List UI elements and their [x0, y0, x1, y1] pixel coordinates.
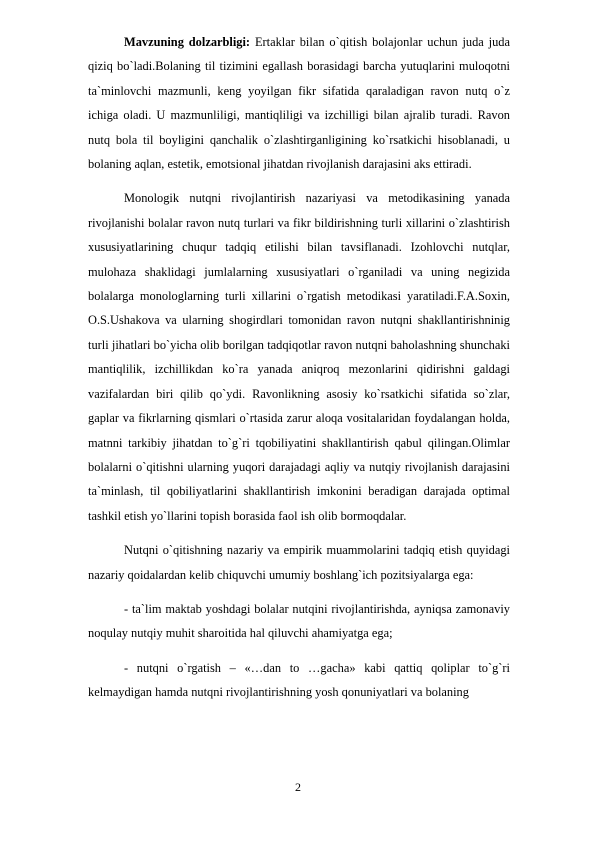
paragraph-lead-bold: Mavzuning dolzarbligi:	[124, 35, 251, 49]
document-page	[88, 30, 510, 715]
page-number: 2	[295, 780, 301, 794]
paragraph-text: Nutqni o`qitishning nazariy va empirik muammolarini tadqiq etish quyidagi nazariy qoidalardan kelib chiquvchi umumiy boshlang`ich pozitsiyalarga ega:	[88, 543, 510, 582]
paragraph-text: Monologik nutqni rivojlantirish nazariyasi va metodikasining yanada rivojlanishi bolalar ravon nutq turlari va fikr bildirishning turli xillarini o`zlashtirish xususiyatlarining chuqur tadqiq etilishi bilan tavsiflanadi. Izohlovchi nutqlar, mulohaza shaklidagi jumlalarning xususiyatlari o`rganiladi va uning negizida bolalarga monologlarning turli xillarini o`rgatish metodikasi yaratiladi.F.A.Soxin, O.S.Ushakova va ularning shogirdlari tomonidan ravon nutqni shakllantirishninig turli jihatlari bo`yicha olib borilgan tadqiqotlar ravon nutqni baholashning shunchaki mantiqlilik, izchillikdan ko`ra yanada aniqroq mezonlarini qidirishni galdagi vazifalardan biri qilib qo`ydi. Ravonlikning asosiy ko`rsatkichi sifatida so`zlar, gaplar va fikrlarning qismlari o`rtasida zarur aloqa vositalaridan foydalangan holda, matnni tarkibiy jihatdan to`g`ri tqobiliyatini shakllantirish qabul qilingan.Olimlar bolalarni o`qitishni ularning yuqori darajadagi aqliy va nutqiy rivojlanish darajasini ta`minlash, til qobiliyatlarini shakllantirish imkonini beradigan darajada optimal tashkil etish yo`llarini topish borasida faol ish olib bormoqdalar.	[88, 191, 510, 523]
paragraph-monologic-speech	[88, 186, 510, 528]
paragraph-list-item-2	[88, 656, 510, 705]
paragraph-text: - ta`lim maktab yoshdagi bolalar nutqini rivojlantirishda, ayniqsa zamonaviy noqulay nutqiy muhit sharoitida hal qiluvchi ahamiyatga ega;	[88, 601, 510, 641]
paragraph-text: - nutqni o`rgatish – «…dan to …gacha» kabi qattiq qoliplar to`g`ri kelmaydigan hamda nutqni rivojlantirishning yosh qonuniyatlari va bolaning	[88, 660, 510, 700]
paragraph-list-item-1	[88, 597, 510, 646]
paragraph-theoretical-positions	[88, 538, 510, 587]
paragraph-relevance	[88, 30, 510, 176]
paragraph-text: Ertaklar bilan o`qitish bolajonlar uchun juda juda qiziq bo`ladi.Bolaning til tizimini egallash borasidagi barcha yutuqlarini muloqotni ta`minlovchi mazmunli, keng yoyilgan fikr sifatida qaraladigan ravon nutq o`z ichiga oladi. U mazmunliligi, mantiqliligi va izchilligi bilan ajralib turadi. Ravon nutq bola til boyligini qanchalik o`zlashtirganligining ko`rsatkichi hisoblanadi, u bolaning aqlan, estetik, emotsional jihatdan rivojlanish darajasini aks ettiradi.	[88, 35, 511, 172]
